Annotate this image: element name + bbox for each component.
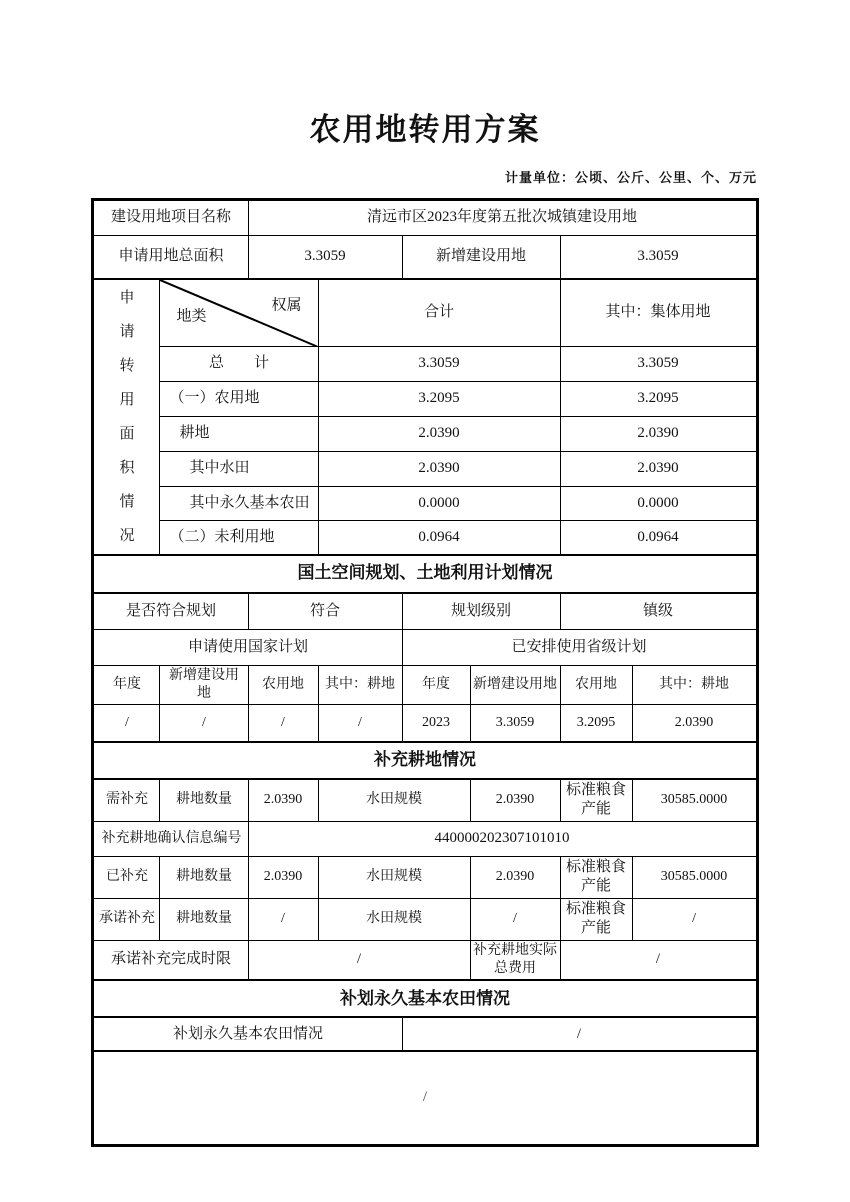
col-header-collective: 其中：集体用地: [560, 279, 757, 347]
row-total: 3.2095: [318, 382, 560, 417]
qty-value: /: [248, 898, 318, 940]
new-construction-label: 新增建设用地: [402, 236, 560, 279]
plan-col-cultivated: 其中：耕地: [632, 666, 757, 705]
deadline-value: /: [248, 940, 470, 980]
row-collective: 0.0000: [560, 487, 757, 521]
total-area-row: [93, 236, 757, 279]
capacity-label: 标准粮食产能: [560, 898, 632, 940]
compliance-label: 是否符合规划: [93, 593, 248, 630]
conversion-header-row: [93, 279, 757, 347]
row-label: （二）未利用地: [160, 521, 318, 555]
supplement-completed-row: [93, 856, 757, 898]
paddy-label: 水田规模: [318, 898, 470, 940]
plan-col-cultivated: 其中：耕地: [318, 666, 402, 705]
farmland-status-label: 补划永久基本农田情况: [93, 1017, 402, 1051]
provincial-year-value: 2023: [402, 705, 470, 742]
supplement-promised-row: [93, 898, 757, 940]
capacity-label: 标准粮食产能: [560, 779, 632, 822]
plan-columns-header-row: [93, 666, 757, 705]
diagonal-label-landtype: 地类: [176, 307, 207, 324]
farmland-section-title: 补划永久基本农田情况: [93, 980, 757, 1017]
confirm-number-value: 440000202307101010: [248, 821, 757, 856]
national-cultivated-value: /: [318, 705, 402, 742]
conversion-side-label: 申请转用面积情况: [119, 289, 135, 544]
capacity-label: 标准粮食产能: [560, 856, 632, 898]
row-total: 2.0390: [318, 452, 560, 487]
row-total: 0.0000: [318, 487, 560, 521]
diagonal-header-cell: [160, 279, 318, 347]
provincial-agricultural-value: 3.2095: [560, 705, 632, 742]
table-row-agricultural: [93, 382, 757, 417]
qty-value: 2.0390: [248, 856, 318, 898]
project-name-value: 清远市区2023年度第五批次城镇建设用地: [248, 200, 757, 236]
total-area-value: 3.3059: [248, 236, 402, 279]
paddy-label: 水田规模: [318, 856, 470, 898]
capacity-value: /: [632, 898, 757, 940]
supplement-type: 承诺补充: [93, 898, 160, 940]
plan-level-value: 镇级: [560, 593, 757, 630]
qty-label: 耕地数量: [160, 856, 248, 898]
provincial-cultivated-value: 2.0390: [632, 705, 757, 742]
plan-level-label: 规划级别: [402, 593, 560, 630]
planning-section-title: 国土空间规划、土地利用计划情况: [93, 555, 757, 593]
national-plan-label: 申请使用国家计划: [93, 630, 402, 666]
farmland-section-header-row: [93, 980, 757, 1017]
unit-note: 计量单位：公顷、公斤、公里、个、万元: [504, 170, 757, 185]
plan-source-row: [93, 630, 757, 666]
supplement-section-header-row: [93, 742, 757, 779]
qty-label: 耕地数量: [160, 898, 248, 940]
project-name-label: 建设用地项目名称: [93, 200, 248, 236]
deadline-label: 承诺补充完成时限: [93, 940, 248, 980]
new-construction-value: 3.3059: [560, 236, 757, 279]
paddy-label: 水田规模: [318, 779, 470, 822]
farmland-remark-value: /: [93, 1051, 757, 1145]
farmland-remark-row: [93, 1051, 757, 1145]
qty-value: 2.0390: [248, 779, 318, 822]
plan-col-year: 年度: [402, 666, 470, 705]
capacity-value: 30585.0000: [632, 779, 757, 822]
plan-col-agricultural: 农用地: [560, 666, 632, 705]
plan-col-year: 年度: [93, 666, 160, 705]
row-total: 3.3059: [318, 347, 560, 382]
paddy-value: 2.0390: [470, 856, 560, 898]
paddy-value: 2.0390: [470, 779, 560, 822]
conversion-side-label-cell: [93, 279, 160, 555]
land-conversion-form: [91, 198, 758, 1147]
farmland-status-row: [93, 1017, 757, 1051]
diagonal-label-ownership: 权属: [271, 297, 302, 314]
provincial-new-construction-value: 3.3059: [470, 705, 560, 742]
row-collective: 3.2095: [560, 382, 757, 417]
national-agricultural-value: /: [248, 705, 318, 742]
plan-col-new-construction: 新增建设用地: [160, 666, 248, 705]
supplement-deadline-row: [93, 940, 757, 980]
plan-col-agricultural: 农用地: [248, 666, 318, 705]
supplement-type: 已补充: [93, 856, 160, 898]
project-name-row: [93, 200, 757, 236]
row-label: 耕地: [160, 417, 318, 452]
national-year-value: /: [93, 705, 160, 742]
row-collective: 2.0390: [560, 417, 757, 452]
provincial-plan-label: 已安排使用省级计划: [402, 630, 757, 666]
row-label: 总 计: [160, 347, 318, 382]
document-title: 农用地转用方案: [309, 112, 541, 147]
plan-col-new-construction: 新增建设用地: [470, 666, 560, 705]
row-label: 其中水田: [160, 452, 318, 487]
paddy-value: /: [470, 898, 560, 940]
supplement-confirm-row: [93, 821, 757, 856]
table-row-cultivated: [93, 417, 757, 452]
planning-section-header-row: [93, 555, 757, 593]
row-collective: 3.3059: [560, 347, 757, 382]
planning-compliance-row: [93, 593, 757, 630]
qty-label: 耕地数量: [160, 779, 248, 822]
national-new-construction-value: /: [160, 705, 248, 742]
row-total: 2.0390: [318, 417, 560, 452]
actual-cost-label: 补充耕地实际总费用: [470, 940, 560, 980]
actual-cost-value: /: [560, 940, 757, 980]
supplement-type: 需补充: [93, 779, 160, 822]
row-collective: 0.0964: [560, 521, 757, 555]
farmland-status-value: /: [402, 1017, 757, 1051]
supplement-required-row: [93, 779, 757, 822]
compliance-value: 符合: [248, 593, 402, 630]
plan-values-row: [93, 705, 757, 742]
row-collective: 2.0390: [560, 452, 757, 487]
total-area-label: 申请用地总面积: [93, 236, 248, 279]
capacity-value: 30585.0000: [632, 856, 757, 898]
table-row-paddy: [93, 452, 757, 487]
row-label: （一）农用地: [160, 382, 318, 417]
row-label: 其中永久基本农田: [160, 487, 318, 521]
table-row-permanent-farmland: [93, 487, 757, 521]
supplement-section-title: 补充耕地情况: [93, 742, 757, 779]
col-header-total: 合计: [318, 279, 560, 347]
table-row-unused-land: [93, 521, 757, 555]
row-total: 0.0964: [318, 521, 560, 555]
table-row-grand-total: [93, 347, 757, 382]
confirm-number-label: 补充耕地确认信息编号: [93, 821, 248, 856]
